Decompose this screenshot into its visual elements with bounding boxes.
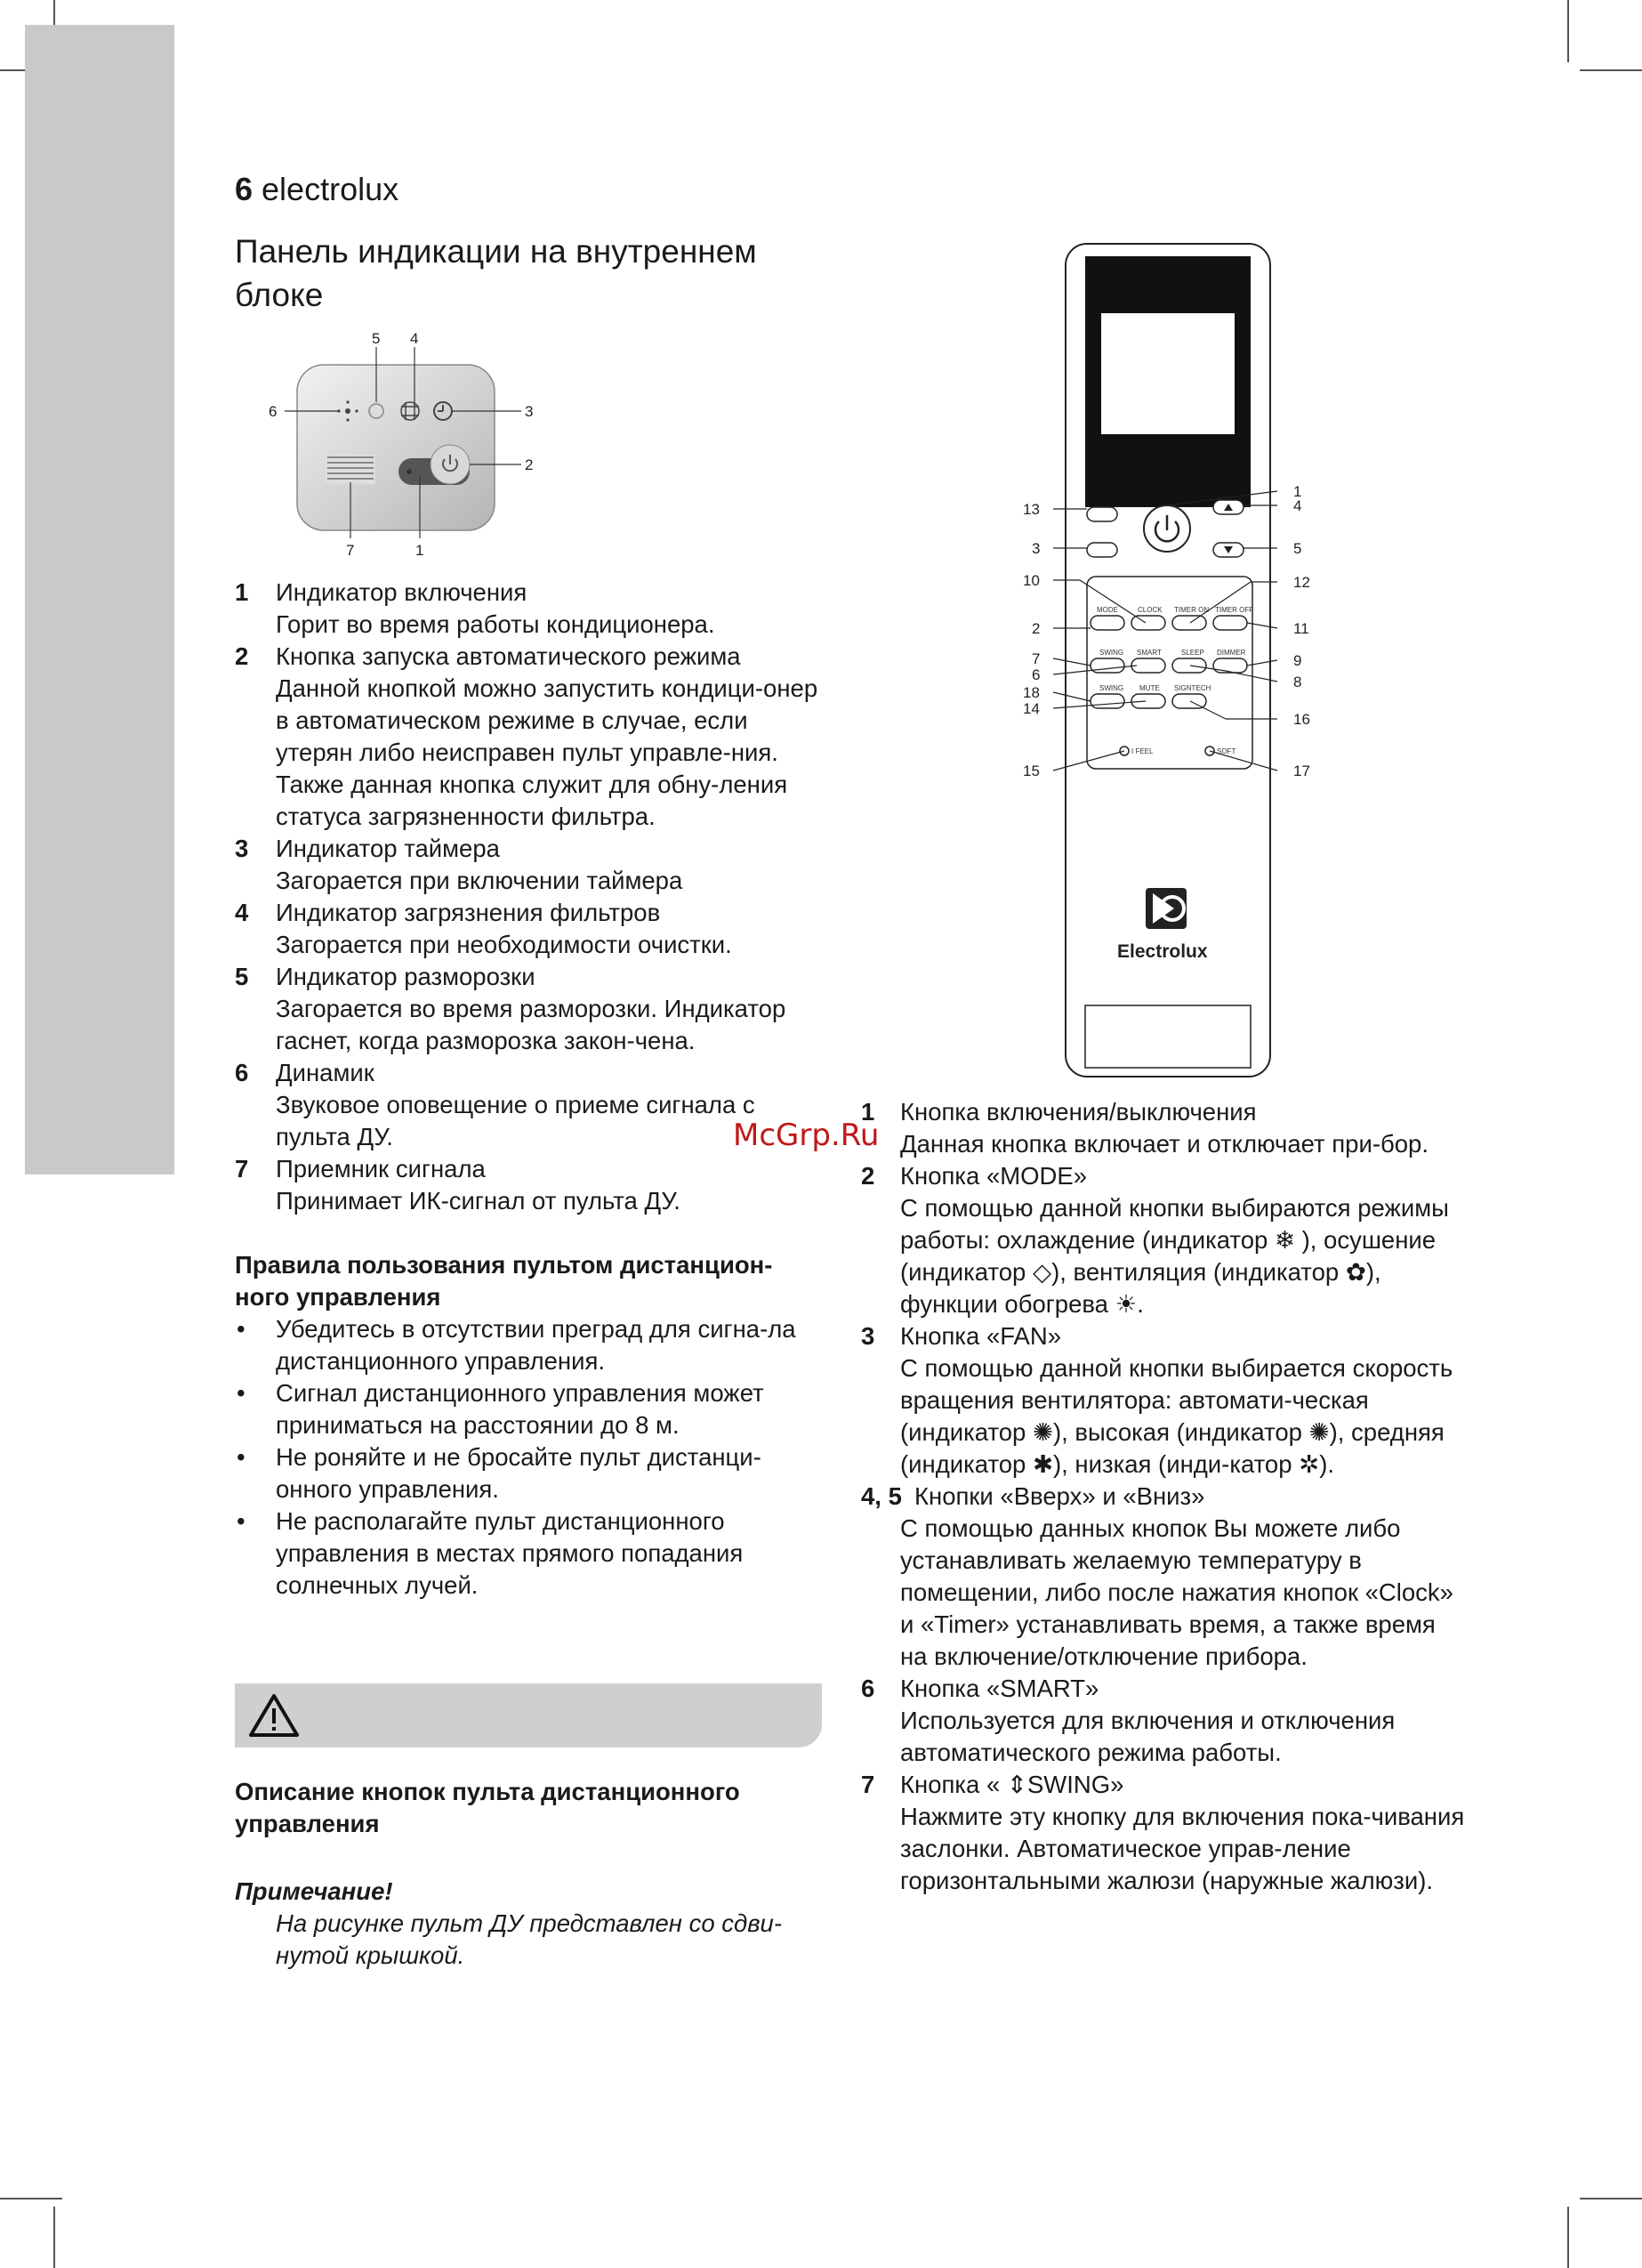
crop-mark: [1567, 0, 1569, 62]
svg-text:DIMMER: DIMMER: [1217, 649, 1246, 657]
button-item-2: 2 Кнопка «MODE» С помощью данной кнопки выбираются режимы работы: охлаждение (индикатор ❄ ), осушение (индикатор ◇), вентиляция (индикатор ✿), функции обогрева ☀.: [861, 1162, 1449, 1318]
indicator-section: [235, 577, 822, 1602]
list-item: • Убедитесь в отсутствии преград для сигна-ла дистанционного управления.: [235, 1313, 822, 1377]
svg-text:1: 1: [1293, 483, 1302, 500]
svg-text:17: 17: [1293, 763, 1310, 779]
indicator-item-4: 4 Индикатор загрязнения фильтров Загорается при необходимости очистки.: [235, 899, 732, 958]
note-title: Примечание!: [235, 1877, 393, 1905]
rules-heading: Правила пользования пультом дистанцион-ного управления: [235, 1251, 773, 1311]
indicator-item-7: 7 Приемник сигнала Принимает ИК-сигнал от пульта ДУ.: [235, 1155, 680, 1215]
dimmer-button: [1213, 658, 1247, 673]
button-item-6: 6 Кнопка «SMART» Используется для включения и отключения автоматического режима работы.: [861, 1675, 1396, 1766]
list-item: • Не располагайте пульт дистанционного управления в местах прямого попадания солнечных лучей.: [235, 1505, 822, 1602]
crop-mark: [1567, 2207, 1569, 2268]
svg-text:MUTE: MUTE: [1139, 684, 1160, 692]
svg-text:SMART: SMART: [1137, 649, 1162, 657]
swing2-button: [1091, 694, 1124, 708]
indicator-item-2: 2 Кнопка запуска автоматического режима Данной кнопкой можно запустить кондици-онер в автоматическом режиме в случае, если утерян либо неисправен пульт управле-ния. Также данная кнопка служит для обну-ления статуса загрязненности фильтра.: [235, 642, 818, 830]
rules-list: [235, 1313, 822, 1602]
note-text: На рисунке пульт ДУ представлен со сдви-нутой крышкой.: [276, 1909, 783, 1969]
svg-text:11: 11: [1293, 620, 1309, 637]
side-tab: [25, 25, 174, 1174]
button-item-3: 3 Кнопка «FAN» С помощью данной кнопки выбирается скорость вращения вентилятора: автомати-ческая (индикатор ✺), высокая (индикатор ✺), средняя (индикатор ✱), низкая (инди-катор ✲).: [861, 1322, 1453, 1478]
svg-text:13: 13: [1023, 501, 1040, 518]
brand-name: electrolux: [262, 171, 399, 207]
list-item: • Не роняйте и не бросайте пульт дистанци-онного управления.: [235, 1441, 822, 1505]
swing-button: [1091, 658, 1124, 673]
page-header: [235, 171, 398, 208]
svg-text:4: 4: [1293, 497, 1302, 514]
svg-text:MODE: MODE: [1097, 606, 1118, 614]
callout-7: 7: [346, 542, 355, 559]
svg-text:SOFT: SOFT: [1217, 747, 1236, 755]
svg-text:14: 14: [1023, 700, 1040, 717]
svg-text:8: 8: [1293, 674, 1302, 690]
page-number: 6: [235, 171, 254, 207]
callout-3: 3: [525, 403, 534, 420]
svg-text:I FEEL: I FEEL: [1131, 747, 1154, 755]
svg-text:16: 16: [1293, 711, 1310, 728]
buttons-section: [861, 1096, 1466, 1897]
svg-text:9: 9: [1293, 652, 1302, 669]
svg-text:5: 5: [1293, 540, 1302, 557]
button-item-7: 7 Кнопка « ⇕SWING» Нажмите эту кнопку для включения пока-чивания заслонки. Автоматическое управ-ление горизонтальными жалюзи (наружные жалюзи).: [861, 1771, 1465, 1894]
panel-body: [297, 365, 495, 530]
signal-receiver-grille: [326, 454, 375, 484]
svg-text:2: 2: [1032, 620, 1041, 637]
svg-text:SLEEP: SLEEP: [1181, 649, 1204, 657]
electrolux-logo-icon: [1146, 888, 1187, 929]
warning-bar: [235, 1683, 822, 1747]
crop-mark: [0, 2198, 62, 2199]
crop-mark: [1580, 2198, 1642, 2199]
clock-button: [1131, 616, 1165, 630]
indoor-panel-illustration: [263, 329, 566, 569]
svg-text:18: 18: [1023, 684, 1040, 701]
svg-text:15: 15: [1023, 763, 1040, 779]
svg-text:SIGNTECH: SIGNTECH: [1174, 684, 1211, 692]
svg-text:TIMER ON: TIMER ON: [1174, 606, 1210, 614]
svg-text:TIMER OFF: TIMER OFF: [1215, 606, 1254, 614]
timer-on-button: [1172, 616, 1206, 630]
button-item-1: 1 Кнопка включения/выключения Данная кнопка включает и отключает при-бор.: [861, 1098, 1429, 1158]
svg-text:CLOCK: CLOCK: [1138, 606, 1163, 614]
crop-mark: [1580, 69, 1642, 71]
power-led: [406, 469, 412, 474]
brand-logo: Electrolux: [1117, 941, 1208, 962]
buttons-heading: Описание кнопок пульта дистанционного управления: [235, 1778, 740, 1837]
timer-off-button: [1213, 616, 1247, 630]
note: [235, 1876, 822, 1972]
button-item-4-5: 4, 5 Кнопки «Вверх» и «Вниз» С помощью данных кнопок Вы можете либо устанавливать желаемую температуру в помещении, либо после нажатия кнопок «Clock» и «Timer» устанавливать время, а также время на включение/отключение прибора.: [861, 1482, 1453, 1670]
crop-mark: [53, 2207, 55, 2268]
callout-2: 2: [525, 456, 534, 473]
light-button: [1087, 543, 1117, 557]
callout-1: 1: [415, 542, 424, 559]
watermark: McGrp.Ru: [733, 1118, 880, 1153]
warning-icon: [245, 1691, 302, 1740]
list-item: • Сигнал дистанционного управления может приниматься на расстоянии до 8 м.: [235, 1377, 822, 1441]
svg-text:10: 10: [1023, 572, 1040, 589]
mute-button: [1131, 694, 1165, 708]
svg-text:12: 12: [1293, 574, 1310, 591]
page-title: Панель индикации на внутреннем блоке: [235, 233, 757, 313]
remote-control-illustration: [1012, 237, 1315, 1082]
indicator-item-5: 5 Индикатор разморозки Загорается во время разморозки. Индикатор гаснет, когда разморозка закон-чена.: [235, 963, 786, 1054]
callout-4: 4: [410, 330, 419, 347]
indicator-item-3: 3 Индикатор таймера Загорается при включении таймера: [235, 835, 683, 894]
svg-text:SWING: SWING: [1099, 649, 1124, 657]
callout-6: 6: [269, 403, 278, 420]
svg-text:3: 3: [1032, 540, 1041, 557]
fan-button: [1087, 507, 1117, 521]
callout-5: 5: [372, 330, 381, 347]
svg-text:7: 7: [1032, 650, 1041, 667]
mode-button: [1091, 616, 1124, 630]
sleep-button: [1172, 658, 1206, 673]
svg-text:SWING: SWING: [1099, 684, 1124, 692]
indicator-item-1: 1 Индикатор включения Горит во время работы кондиционера.: [235, 578, 715, 638]
svg-text:6: 6: [1032, 666, 1041, 683]
remote-display-screen: [1101, 313, 1235, 434]
indicator-item-6: 6 Динамик Звуковое оповещение о приеме сигнала с пульта ДУ.: [235, 1059, 755, 1150]
